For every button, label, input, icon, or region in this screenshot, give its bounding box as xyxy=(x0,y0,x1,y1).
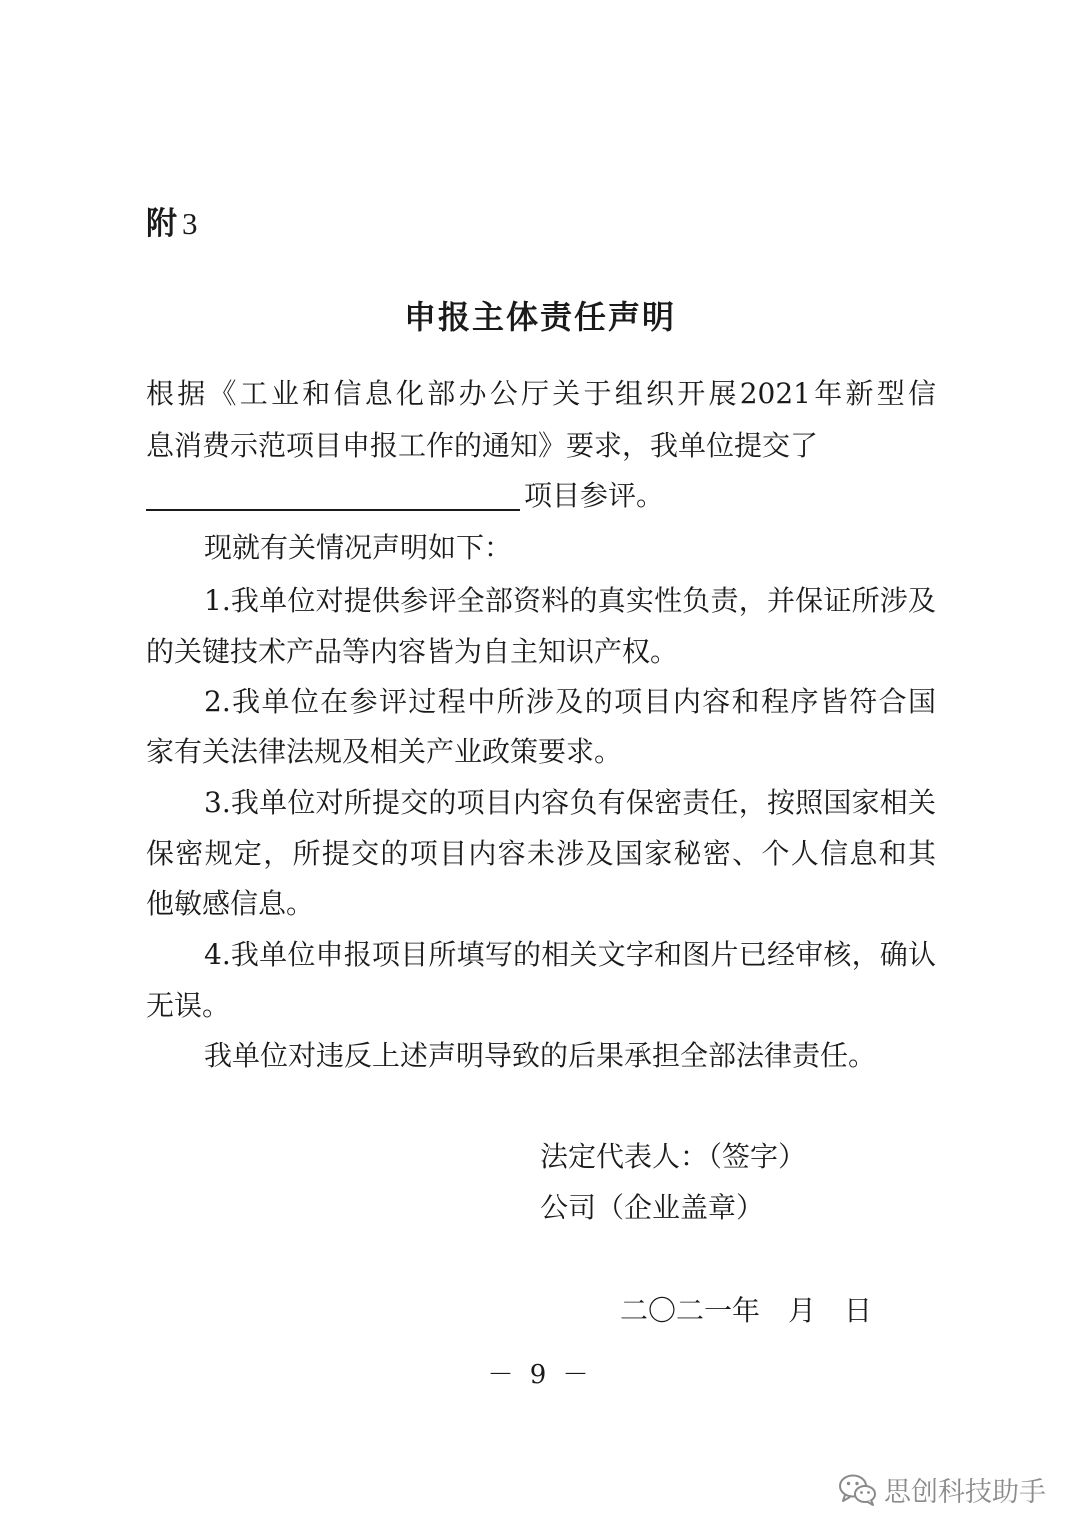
intro-line-1: 根据《工业和信息化部办公厅关于组织开展2021年新型信 xyxy=(146,377,936,410)
intro-line-2: 息消费示范项目申报工作的通知》要求，我单位提交了 xyxy=(146,429,819,462)
item-2-line-2: 家有关法律法规及相关产业政策要求。 xyxy=(146,735,623,768)
page-number: － 9 － xyxy=(487,1360,593,1390)
item-3-line-3: 他敏感信息。 xyxy=(146,887,315,920)
item-1-line-1: 1.我单位对提供参评全部资料的真实性负责，并保证所涉及 xyxy=(204,584,936,617)
attachment-number: 3 xyxy=(182,206,199,241)
representative-signature: 法定代表人：（签字） xyxy=(540,1140,807,1173)
declare-intro: 现就有关情况声明如下： xyxy=(204,531,513,564)
attachment-prefix: 附 xyxy=(146,206,178,242)
item-3-line-1: 3.我单位对所提交的项目内容负有保密责任，按照国家相关 xyxy=(204,786,936,819)
document-title: 申报主体责任声明 xyxy=(403,298,676,336)
intro-line-3: 项目参评。 xyxy=(524,479,665,512)
wechat-icon xyxy=(838,1473,878,1507)
watermark xyxy=(838,1470,1046,1509)
item-2-line-1: 2.我单位在参评过程中所涉及的项目内容和程序皆符合国 xyxy=(204,685,936,718)
attachment-label xyxy=(146,198,199,243)
project-name-blank xyxy=(146,509,520,511)
item-1-line-2: 的关键技术产品等内容皆为自主知识产权。 xyxy=(146,635,679,668)
item-3-line-2: 保密规定，所提交的项目内容未涉及国家秘密、个人信息和其 xyxy=(146,837,936,870)
item-4-line-1: 4.我单位申报项目所填写的相关文字和图片已经审核，确认 xyxy=(204,938,936,971)
closing-statement: 我单位对违反上述声明导致的后果承担全部法律责任。 xyxy=(204,1039,877,1072)
item-4-line-2: 无误。 xyxy=(146,989,231,1022)
watermark-text: 思创科技助手 xyxy=(884,1477,1046,1508)
company-seal: 公司（企业盖章） xyxy=(540,1191,765,1224)
signature-date: 二〇二一年 月 日 xyxy=(620,1294,873,1327)
